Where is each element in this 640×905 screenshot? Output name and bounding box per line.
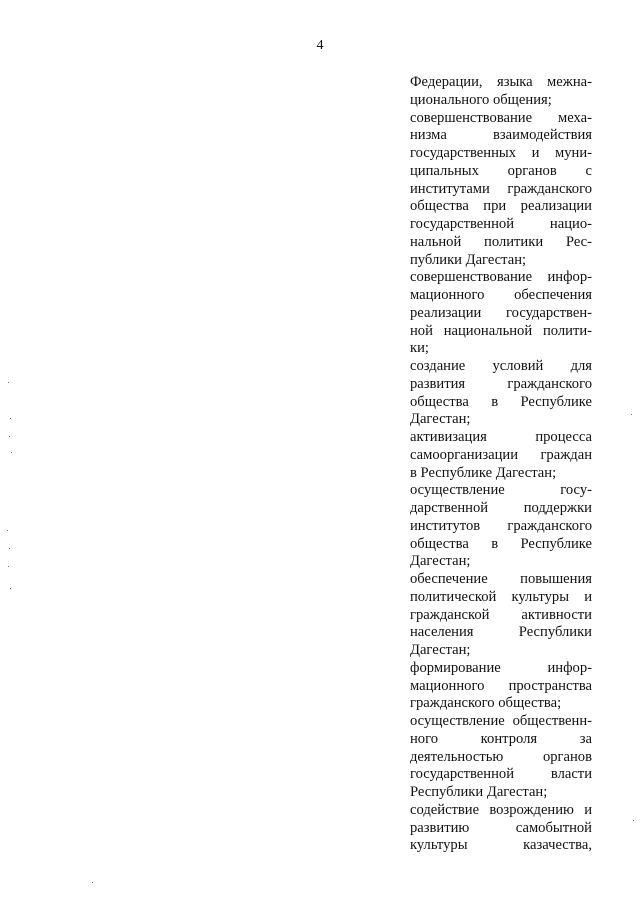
- text-line: развитию самобытной: [410, 819, 592, 836]
- text-line: государственной нацио-: [410, 216, 592, 232]
- text-line: государственных и муни-: [410, 145, 592, 161]
- text-line: нальной политики Рес-: [410, 233, 592, 250]
- scan-speck: [8, 566, 9, 567]
- text-line: осуществление общественн-: [410, 713, 592, 729]
- text-line: Дагестан;: [410, 553, 471, 570]
- scan-speck: [8, 382, 9, 383]
- text-line: институтов гражданского: [410, 517, 592, 534]
- text-line: политической культуры и: [410, 588, 592, 605]
- scan-speck: [631, 414, 632, 415]
- text-line: совершенствование меха-: [410, 109, 592, 126]
- scan-speck: [10, 588, 11, 589]
- text-line: дарственной поддержки: [410, 500, 592, 516]
- text-line: культуры казачества,: [410, 837, 592, 854]
- text-line: институтами гражданского: [410, 180, 592, 197]
- text-line: публики Дагестан;: [410, 251, 527, 268]
- text-line: ного контроля за: [410, 730, 592, 747]
- text-line: низма взаимодействия: [410, 127, 592, 144]
- text-line: общества в Республике: [410, 393, 592, 410]
- text-line: ционального общения;: [410, 91, 552, 108]
- text-line: ки;: [410, 340, 429, 357]
- text-line: гражданского общества;: [410, 695, 562, 712]
- text-line: обеспечение повышения: [410, 571, 592, 587]
- page-number: 4: [316, 38, 324, 53]
- text-line: реализации государствен-: [410, 304, 592, 321]
- text-line: населения Республики: [410, 624, 592, 641]
- text-line: деятельностью органов: [410, 748, 592, 765]
- text-line: создание условий для: [410, 358, 592, 374]
- text-line: Республики Дагестан;: [410, 784, 548, 800]
- text-column: [410, 74, 592, 855]
- text-line: гражданской активности: [410, 606, 592, 623]
- text-line: Дагестан;: [410, 642, 471, 658]
- scan-speck: [9, 436, 10, 437]
- text-line: общества в Республике: [410, 535, 592, 552]
- text-line: Федерации, языка межна-: [410, 74, 592, 90]
- scan-speck: [9, 548, 10, 549]
- text-line: самоорганизации граждан: [410, 446, 592, 463]
- text-line: общества при реализации: [410, 198, 592, 215]
- scan-speck: [7, 530, 8, 531]
- text-line: совершенствование инфор-: [410, 269, 592, 286]
- text-line: активизация процесса: [410, 429, 592, 445]
- scan-speck: [633, 820, 634, 821]
- text-line: формирование инфор-: [410, 659, 592, 676]
- text-line: содействие возрождению и: [410, 801, 592, 818]
- scan-speck: [92, 882, 93, 883]
- scan-speck: [10, 418, 11, 419]
- text-line: мационного обеспечения: [410, 287, 592, 303]
- text-line: Дагестан;: [410, 411, 471, 428]
- scan-speck: [11, 452, 12, 453]
- text-line: ной национальной полити-: [410, 322, 592, 339]
- text-line: осуществление госу-: [410, 482, 592, 499]
- text-line: ципальных органов с: [410, 162, 592, 179]
- text-line: мационного пространства: [410, 677, 592, 694]
- text-line: государственной власти: [410, 766, 592, 783]
- text-line: в Республике Дагестан;: [410, 464, 557, 481]
- text-line: развития гражданского: [410, 375, 592, 392]
